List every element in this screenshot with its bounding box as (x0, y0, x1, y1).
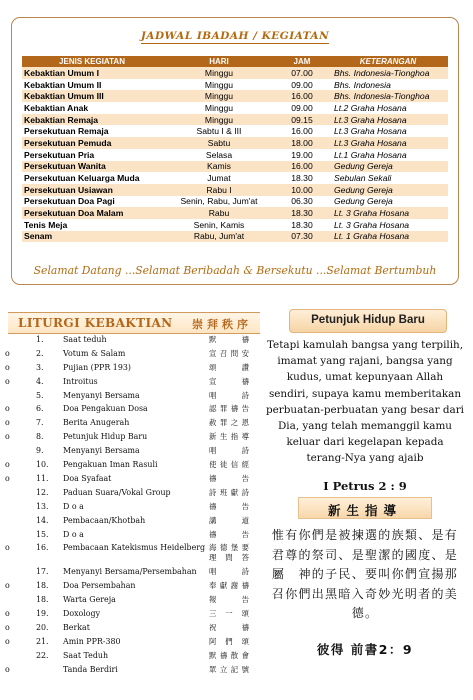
liturgy-chinese (209, 377, 249, 387)
liturgy-chinese (209, 349, 249, 359)
liturgy-number: 11. (36, 474, 49, 483)
cell-hari: Minggu (162, 90, 276, 102)
schedule-row (22, 102, 448, 114)
schedule-row (22, 219, 448, 231)
liturgy-chinese (209, 543, 249, 563)
chinese-verse-reference: 彼得 前書2：9 (316, 642, 414, 657)
liturgy-text: Berita Anugerah (63, 418, 130, 427)
cell-kegiatan: Kebaktian Umum III (22, 90, 162, 102)
liturgy-chinese (209, 404, 249, 414)
liturgy-number: 9. (36, 446, 44, 455)
cell-hari: Rabu (162, 207, 276, 219)
liturgy-number: 15. (36, 530, 49, 539)
liturgy-text: Pembacaan Katekismus Heidelberg (63, 543, 206, 552)
cell-kegiatan: Kebaktian Umum II (22, 79, 162, 91)
cell-keterangan: Lt. 1 Graha Hosana (328, 231, 448, 243)
liturgy-number: 20. (36, 623, 49, 632)
liturgy-chinese (209, 432, 249, 442)
liturgy-text: Pengakuan Iman Rasuli (63, 460, 158, 469)
liturgy-chinese-line: 詩班獻詩 (209, 488, 249, 497)
schedule-row (22, 90, 448, 102)
liturgy-chinese-line: 認罪禱告 (209, 404, 249, 413)
liturgy-chinese-line: 報告 (209, 595, 249, 604)
liturgy-text: Warta Gereja (63, 595, 116, 604)
liturgy-number: 16. (36, 543, 49, 552)
liturgy-header (8, 312, 260, 334)
liturgy-chinese-line: 唱詩 (209, 567, 249, 576)
liturgy-number: 22. (36, 651, 49, 660)
liturgy-chinese-line: 唱詩 (209, 391, 249, 400)
liturgy-text: Saat Teduh (63, 651, 109, 660)
schedule-row (22, 149, 448, 161)
header-keterangan: KETERANGAN (328, 56, 448, 67)
cell-hari: Sabtu (162, 137, 276, 149)
liturgy-text: Amin PPR-380 (63, 637, 121, 646)
cell-jam: 07.30 (276, 231, 328, 243)
standing-mark: o (5, 474, 10, 483)
schedule-box (11, 17, 459, 285)
petunjuk-header (289, 309, 447, 333)
schedule-table (22, 56, 448, 242)
standing-mark: o (5, 404, 10, 413)
liturgy-chinese (209, 665, 249, 675)
cell-hari: Sabtu I & III (162, 125, 276, 137)
liturgy-text: D o a (63, 530, 84, 539)
liturgy-chinese-line: 海德堡要 (209, 543, 249, 552)
liturgy-number: 8. (36, 432, 44, 441)
liturgy-chinese-line: 禱告 (209, 474, 249, 483)
liturgy-text: Doa Persembahan (63, 581, 136, 590)
cell-kegiatan: Persekutuan Wanita (22, 161, 162, 173)
liturgy-chinese-line: 講道 (209, 516, 249, 525)
cell-keterangan: Lt.3 Graha Hosana (328, 125, 448, 137)
liturgy-chinese-line: 理問答 (209, 553, 249, 562)
cell-keterangan: Bhs. Indonesia (328, 79, 448, 91)
cell-hari: Minggu (162, 102, 276, 114)
liturgy-chinese-line: 頌讚 (209, 363, 249, 372)
cell-jam: 18.30 (276, 207, 328, 219)
liturgy-chinese-line: 祝禱 (209, 623, 249, 632)
cell-hari: Senin, Kamis (162, 219, 276, 231)
liturgy-chinese (209, 418, 249, 428)
standing-mark: o (5, 363, 10, 372)
liturgy-text: Menyanyi Bersama (63, 391, 140, 400)
cell-jam: 07.00 (276, 67, 328, 79)
petunjuk-verse-text: Tetapi kamulah bangsa yang terpilih, imamat yang rajani, bangsa yang kudus, umat kepunyaan Allah sendiri, supaya kamu memberitakan perbuatan-perbuatan yang besar dari Dia, yang telah memanggil kamu keluar dari kegelapan kepada terang-Nya yang ajaib (266, 339, 464, 465)
liturgy-number: 2. (36, 349, 44, 358)
standing-mark: o (5, 418, 10, 427)
cell-kegiatan: Persekutuan Pria (22, 149, 162, 161)
liturgy-text: Saat teduh (63, 335, 107, 344)
cell-keterangan: Lt. 3 Graha Hosana (328, 219, 448, 231)
schedule-row (22, 172, 448, 184)
chinese-title: 新生指導 (327, 503, 402, 518)
cell-kegiatan: Persekutuan Doa Malam (22, 207, 162, 219)
cell-jam: 10.00 (276, 184, 328, 196)
cell-kegiatan: Persekutuan Pemuda (22, 137, 162, 149)
cell-jam: 09.15 (276, 114, 328, 126)
liturgy-chinese-line: 三一頌 (209, 609, 249, 618)
liturgy-chinese (209, 516, 249, 526)
cell-jam: 18.00 (276, 137, 328, 149)
schedule-header-row (22, 56, 448, 67)
cell-hari: Rabu I (162, 184, 276, 196)
liturgy-number: 19. (36, 609, 49, 618)
liturgy-number: 17. (36, 567, 49, 576)
header-jam: JAM (276, 56, 328, 67)
cell-keterangan: Lt.1 Graha Hosana (328, 149, 448, 161)
cell-hari: Kamis (162, 161, 276, 173)
cell-jam: 16.00 (276, 90, 328, 102)
liturgy-text: Votum & Salam (63, 349, 126, 358)
liturgy-text: Berkat (63, 623, 90, 632)
schedule-row (22, 79, 448, 91)
schedule-row (22, 231, 448, 243)
cell-jam: 09.00 (276, 102, 328, 114)
liturgy-text: Doa Pengakuan Dosa (63, 404, 148, 413)
standing-mark: o (5, 460, 10, 469)
schedule-row (22, 161, 448, 173)
cell-keterangan: Bhs. Indonesia-Tionghoa (328, 90, 448, 102)
liturgy-chinese-line: 奉獻謝禱 (209, 581, 249, 590)
liturgy-text: Doa Syafaat (63, 474, 112, 483)
schedule-row (22, 114, 448, 126)
cell-keterangan: Gedung Gereja (328, 184, 448, 196)
liturgy-chinese (209, 637, 249, 647)
cell-kegiatan: Tenis Meja (22, 219, 162, 231)
standing-mark: o (5, 665, 10, 674)
standing-mark: o (5, 623, 10, 632)
cell-keterangan: Gedung Gereja (328, 161, 448, 173)
standing-mark: o (5, 637, 10, 646)
liturgy-number: 13. (36, 502, 49, 511)
liturgy-chinese (209, 363, 249, 373)
liturgy-text: Paduan Suara/Vokal Group (63, 488, 171, 497)
liturgy-number: 4. (36, 377, 44, 386)
cell-hari: Minggu (162, 67, 276, 79)
liturgy-number: 1. (36, 335, 44, 344)
cell-kegiatan: Kebaktian Umum I (22, 67, 162, 79)
schedule-row (22, 125, 448, 137)
cell-jam: 16.00 (276, 125, 328, 137)
liturgy-number: 18. (36, 595, 49, 604)
liturgy-number: 3. (36, 363, 44, 372)
standing-mark: o (5, 609, 10, 618)
liturgy-text: D o a (63, 502, 84, 511)
cell-hari: Selasa (162, 149, 276, 161)
cell-kegiatan: Kebaktian Anak (22, 102, 162, 114)
cell-keterangan: Lt.3 Graha Hosana (328, 114, 448, 126)
liturgy-chinese-line: 宣召問安 (209, 349, 249, 358)
liturgy-text: Doxology (63, 609, 101, 618)
petunjuk-title: Petunjuk Hidup Baru (311, 314, 425, 326)
cell-keterangan: Lt.2 Graha Hosana (328, 102, 448, 114)
cell-jam: 19.00 (276, 149, 328, 161)
schedule-title: JADWAL IBADAH / KEGIATAN (140, 30, 330, 42)
liturgy-chinese (209, 335, 249, 345)
liturgy-number: 7. (36, 418, 44, 427)
cell-keterangan: Gedung Gereja (328, 196, 448, 208)
liturgy-number: 5. (36, 391, 44, 400)
cell-kegiatan: Persekutuan Keluarga Muda (22, 172, 162, 184)
cell-hari: Minggu (162, 79, 276, 91)
liturgy-chinese-line: 使徒信經 (209, 460, 249, 469)
cell-keterangan: Lt.3 Graha Hosana (328, 137, 448, 149)
liturgy-number: 10. (36, 460, 49, 469)
liturgy-chinese-line: 禱告 (209, 530, 249, 539)
liturgy-chinese (209, 595, 249, 605)
schedule-row (22, 207, 448, 219)
cell-hari: Senin, Rabu, Jum'at (162, 196, 276, 208)
liturgy-number: 12. (36, 488, 49, 497)
standing-mark: o (5, 377, 10, 386)
cell-keterangan: Sebulan Sekali (328, 172, 448, 184)
liturgy-chinese (209, 474, 249, 484)
liturgy-chinese-line: 默禱 (209, 335, 249, 344)
standing-mark: o (5, 543, 10, 552)
liturgy-chinese-line: 宣禱 (209, 377, 249, 386)
header-jenis-kegiatan: JENIS KEGIATAN (22, 56, 162, 67)
liturgy-chinese-line: 阿們頌 (209, 637, 249, 646)
liturgy-chinese (209, 651, 249, 661)
cell-kegiatan: Persekutuan Remaja (22, 125, 162, 137)
liturgy-chinese-line: 禱告 (209, 502, 249, 511)
liturgy-text: Tanda Berdiri (63, 665, 118, 674)
liturgy-chinese (209, 623, 249, 633)
chinese-verse-text: 惟有你們是被揀選的族類、是有君尊的祭司、是聖潔的國度、是屬 神的子民、要叫你們宣揚那召你們出黑暗入奇妙光明者的美德。 (271, 528, 459, 620)
petunjuk-verse-reference: I Petrus 2 : 9 (323, 479, 407, 493)
cell-jam: 09.00 (276, 79, 328, 91)
standing-mark: o (5, 581, 10, 590)
liturgy-number: 14. (36, 516, 49, 525)
schedule-row (22, 184, 448, 196)
liturgy-chinese (209, 391, 249, 401)
liturgy-text: Introitus (63, 377, 98, 386)
standing-mark: o (5, 432, 10, 441)
liturgy-chinese (209, 502, 249, 512)
liturgy-text: Pembacaan/Khotbah (63, 516, 146, 525)
liturgy-number: 18. (36, 581, 49, 590)
liturgy-chinese-line: 唱詩 (209, 446, 249, 455)
cell-hari: Minggu (162, 114, 276, 126)
standing-mark: o (5, 349, 10, 358)
liturgy-chinese-line: 眾立記號 (209, 665, 249, 674)
liturgy-title: LITURGI KEBAKTIAN (18, 316, 173, 330)
cell-kegiatan: Persekutuan Usiawan (22, 184, 162, 196)
liturgy-text: Pujian (PPR 193) (63, 363, 131, 372)
liturgy-chinese-line: 新生指導 (209, 432, 249, 441)
header-hari: HARI (162, 56, 276, 67)
liturgy-chinese-line: 默禱散會 (209, 651, 249, 660)
schedule-row (22, 137, 448, 149)
liturgy-title-chinese: 崇拜秩序 (192, 318, 252, 331)
cell-hari: Rabu, Jum'at (162, 231, 276, 243)
cell-kegiatan: Persekutuan Doa Pagi (22, 196, 162, 208)
cell-hari: Jumat (162, 172, 276, 184)
schedule-row (22, 67, 448, 79)
cell-jam: 18.30 (276, 219, 328, 231)
liturgy-number: 21. (36, 637, 49, 646)
liturgy-number: 6. (36, 404, 44, 413)
chinese-header (298, 497, 432, 519)
cell-keterangan: Lt. 3 Graha Hosana (328, 207, 448, 219)
cell-jam: 06.30 (276, 196, 328, 208)
liturgy-chinese (209, 460, 249, 470)
cell-jam: 16.00 (276, 161, 328, 173)
liturgy-chinese (209, 609, 249, 619)
cell-keterangan: Bhs. Indonesia-Tionghoa (328, 67, 448, 79)
liturgy-text: Menyanyi Bersama (63, 446, 140, 455)
schedule-row (22, 196, 448, 208)
welcome-slogan: Selamat Datang ...Selamat Beribadah & Bersekutu ...Selamat Bertumbuh (33, 264, 437, 277)
liturgy-text: Menyanyi Bersama/Persembahan (63, 567, 197, 576)
liturgy-chinese (209, 581, 249, 591)
liturgy-chinese (209, 530, 249, 540)
liturgy-chinese (209, 488, 249, 498)
liturgy-chinese (209, 446, 249, 456)
cell-kegiatan: Kebaktian Remaja (22, 114, 162, 126)
cell-jam: 18.30 (276, 172, 328, 184)
liturgy-chinese-line: 赦罪之恩 (209, 418, 249, 427)
liturgy-text: Petunjuk Hidup Baru (63, 432, 148, 441)
cell-kegiatan: Senam (22, 231, 162, 243)
liturgy-chinese (209, 567, 249, 577)
